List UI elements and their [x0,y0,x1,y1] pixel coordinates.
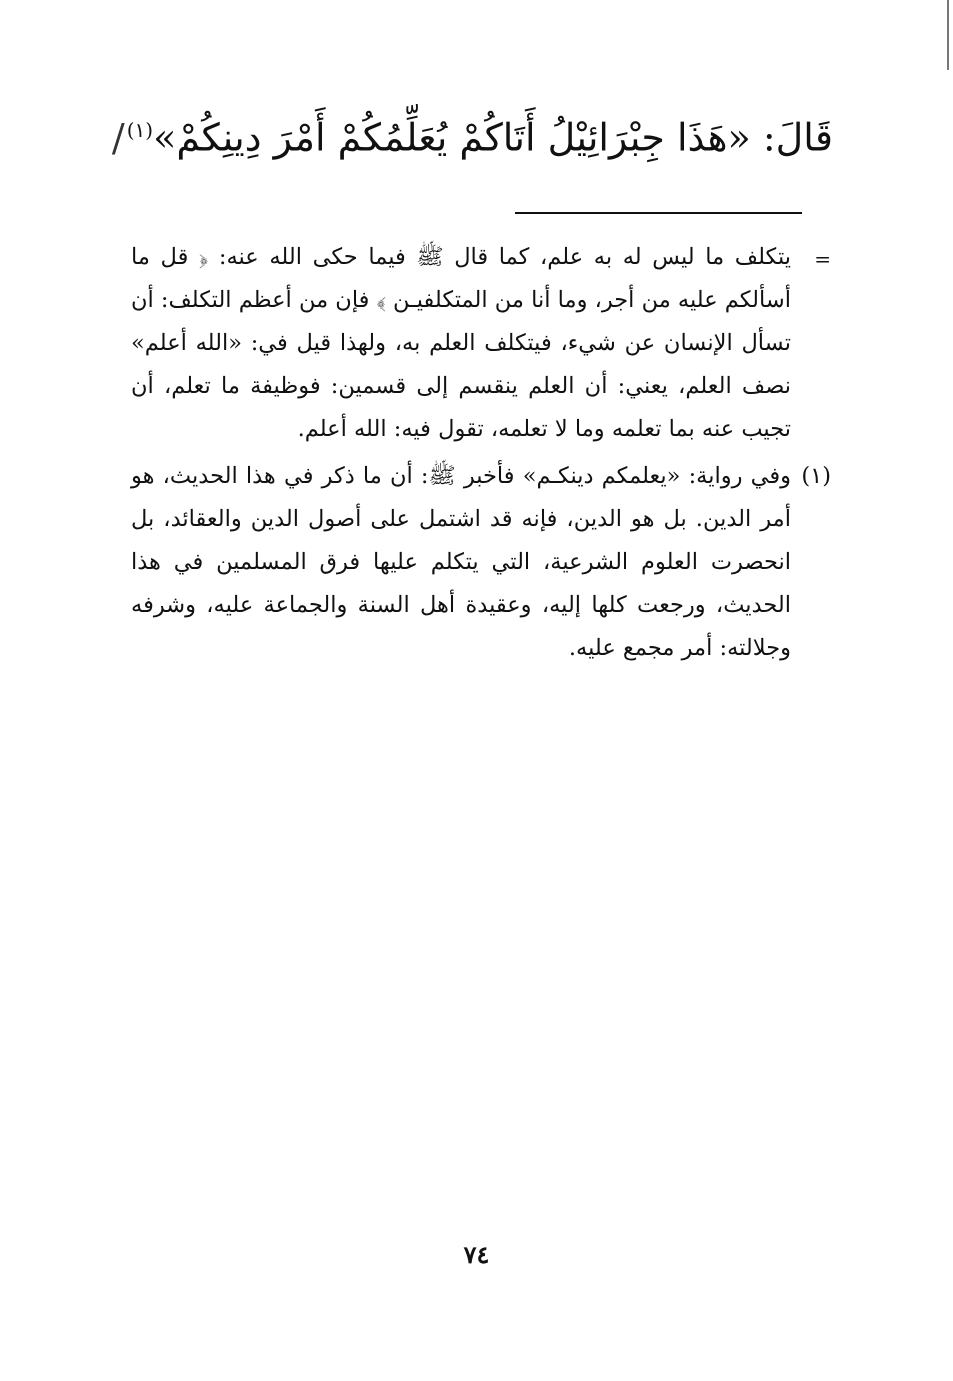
continuation-marker: = [814,247,831,271]
footnote-continuation [131,236,831,451]
page-edge-line [947,0,949,70]
handwritten-mark: / [111,115,125,160]
footnotes-section [131,236,831,670]
footnote-text: يتكلف ما ليس له به علم، كما قال ﷺ فيما حكى الله عنه: ﴿ قل ما أسألكم عليه من أجر، وما أنا من المتكلفيـن ﴾ فإن من أعظم التكلف: أن تسأل الإنسان عن شيء، فيتكلف العلم به، ولهذا قيل في: «الله أعلم» نصف العلم، يعني: أن العلم ينقسم إلى قسمين: فوظيفة ما تعلم، أن تجيب عنه بما تعلمه وما لا تعلمه، تقول فيه: الله أعلم. [130,244,791,442]
hadith-quote: قَالَ: «هَذَا جِبْرَائِيْلُ أَتَاكُمْ يُعَلِّمُكُمْ أَمْرَ دِينِكُمْ» [153,115,833,160]
footnote-separator [515,212,802,214]
footnote-number: (١) [801,463,831,489]
main-text-line [113,100,833,168]
page-number: ٧٤ [463,1240,490,1269]
footnote-text: وفي رواية: «يعلمكم دينكـم» فأخبر ﷺ: أن ما ذكر في هذا الحديث، هو أمر الدين. بل هو الدين، فإنه قد اشتمل على أصول الدين والعقائد، بل انحصرت العلوم الشرعية، التي يتكلم عليها فرق المسلمين في هذا الحديث، ورجعت كلها إليه، وعقيدة أهل السنة والجماعة عليه، وشرفه وجلالته: أمر مجمع عليه. [131,463,791,661]
footnote-1 [131,455,831,670]
footnote-reference: (١) [126,118,154,142]
